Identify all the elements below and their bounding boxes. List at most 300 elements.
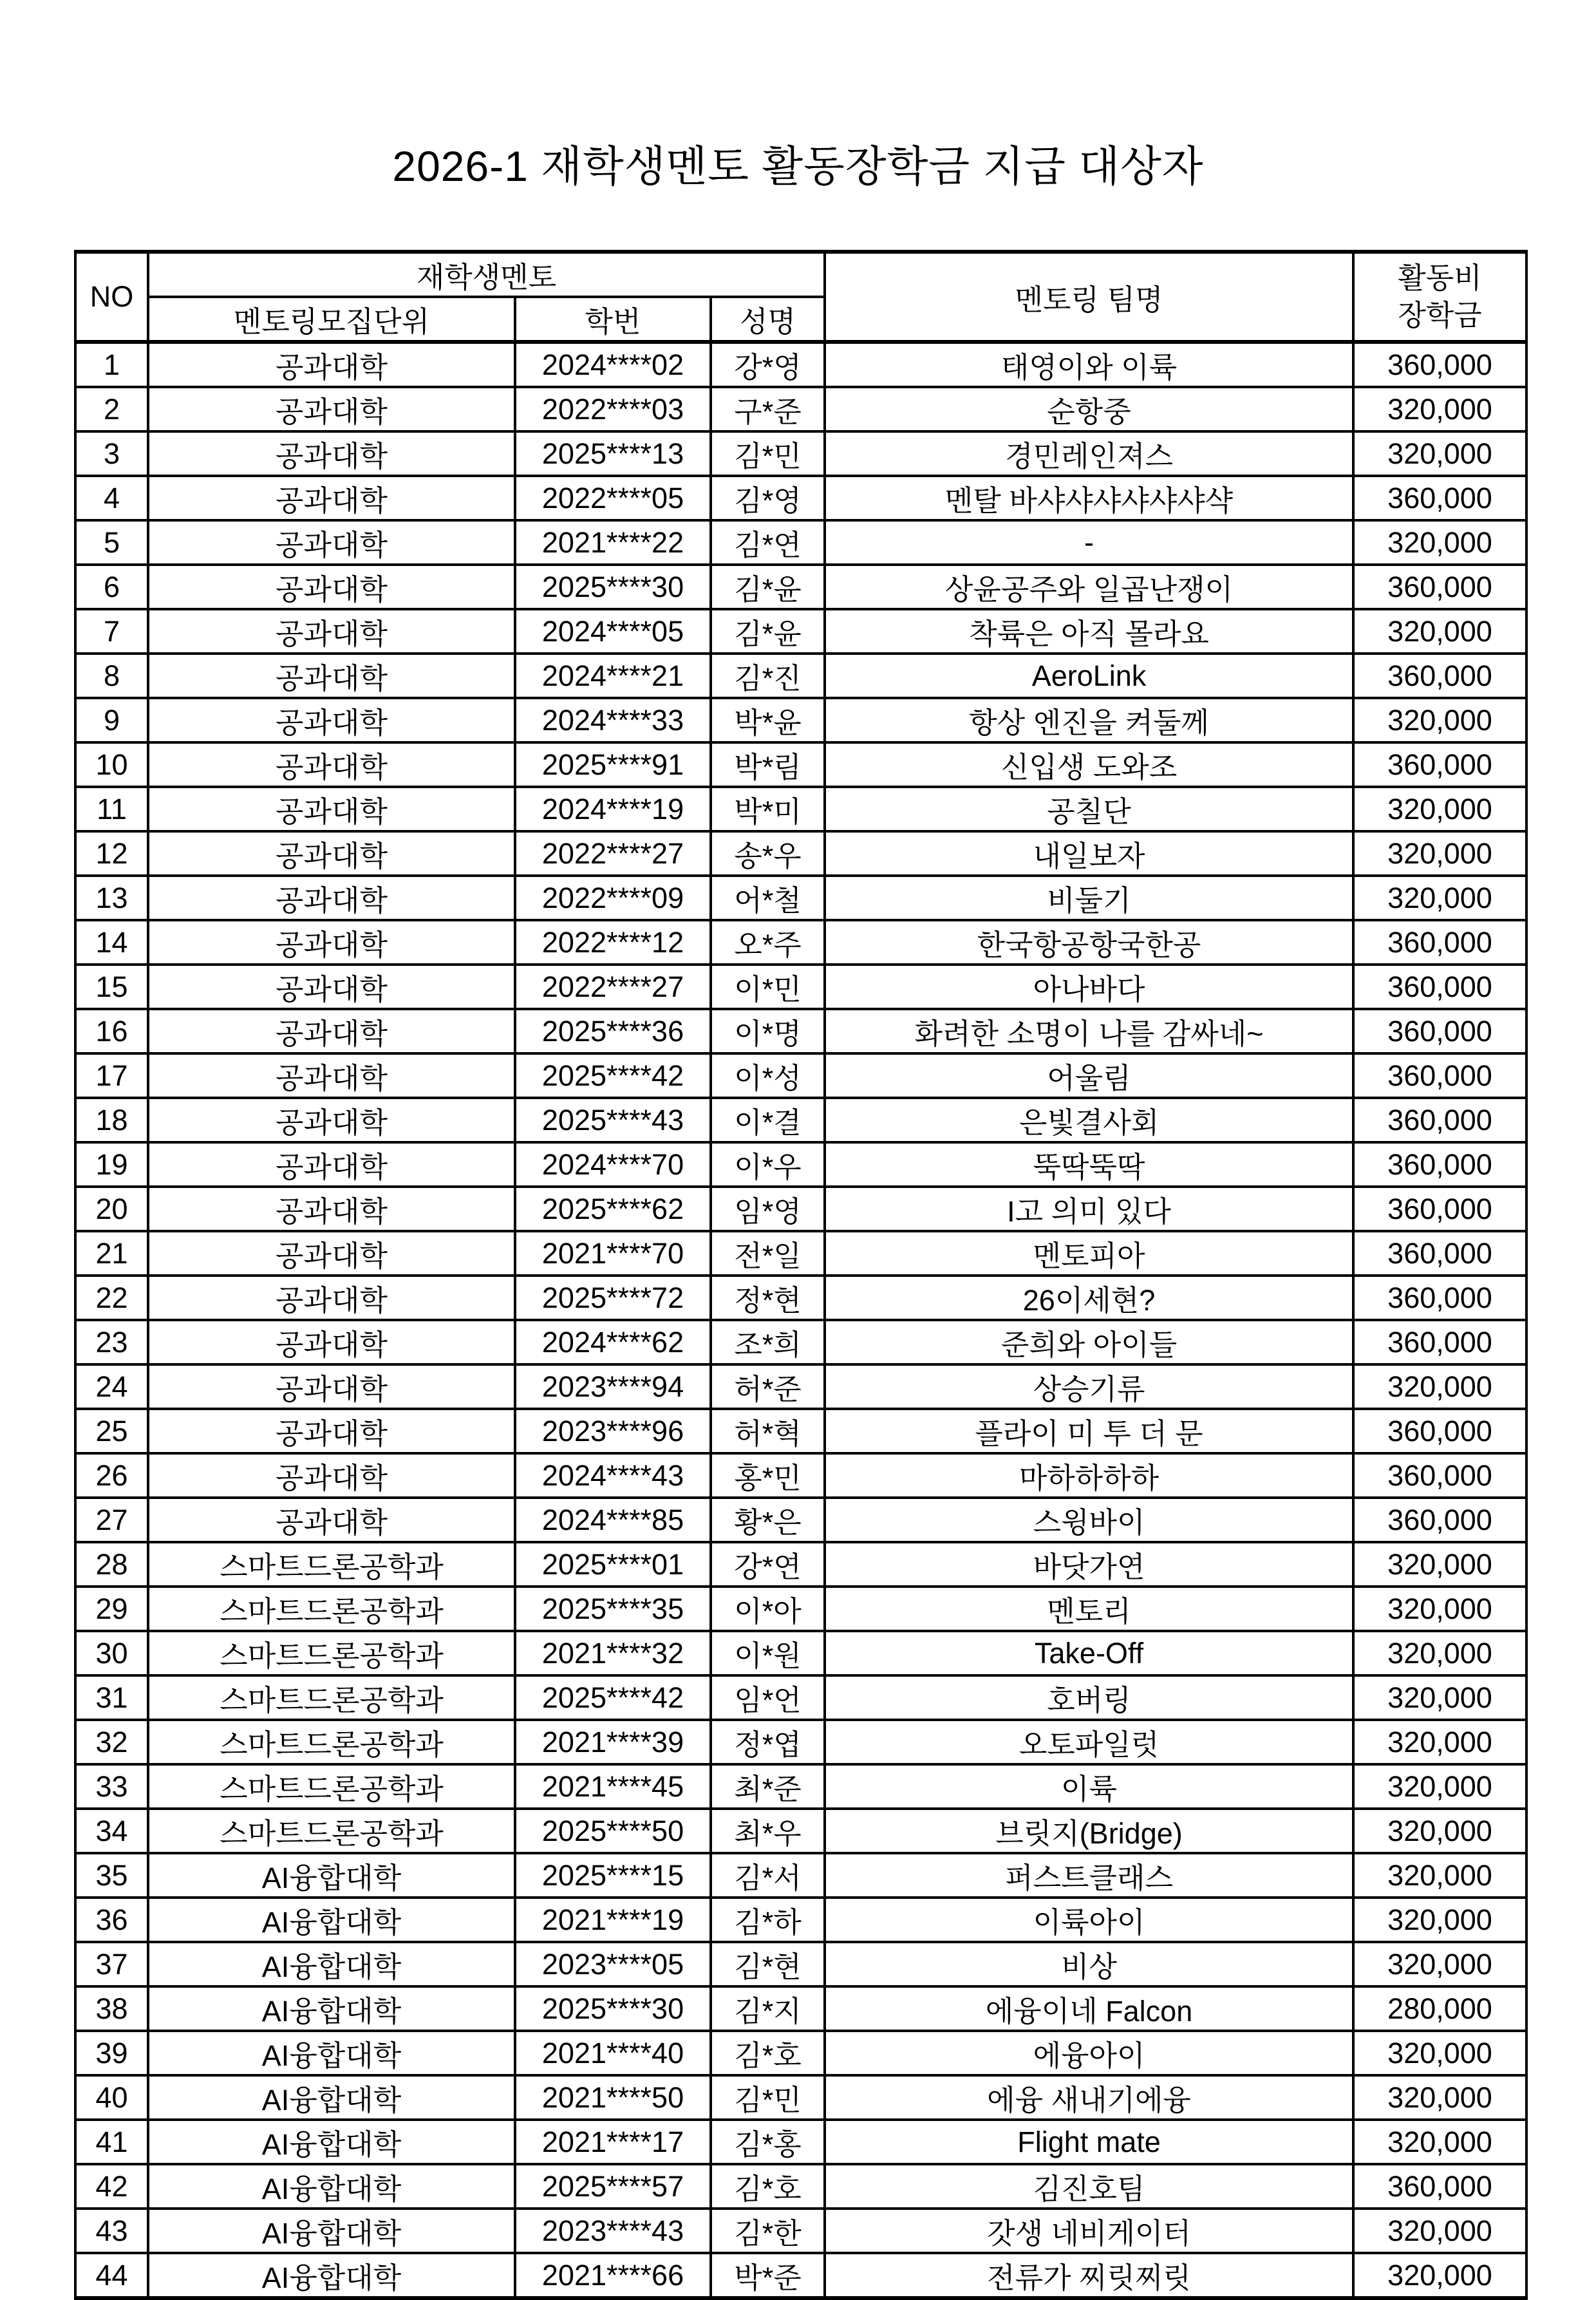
cell-name: 김*민 [711,2075,825,2120]
cell-no: 22 [75,1276,148,1320]
cell-amount: 320,000 [1353,387,1526,431]
cell-name: 김*지 [711,1986,825,2031]
cell-no: 19 [75,1142,148,1187]
cell-team-name: 퍼스트클래스 [825,1853,1353,1898]
cell-student-id: 2025****30 [515,1986,711,2031]
cell-recruit-unit: 스마트드론공학과 [148,1720,515,1764]
cell-name: 임*언 [711,1675,825,1720]
cell-student-id: 2023****94 [515,1364,711,1409]
header-mentor-group: 재학생멘토 [148,252,825,297]
cell-amount: 360,000 [1353,654,1526,698]
cell-student-id: 2023****43 [515,2209,711,2253]
cell-no: 1 [75,342,148,387]
header-recruit-unit: 멘토링모집단위 [148,297,515,342]
table-row [75,1853,1526,1898]
cell-amount: 320,000 [1353,431,1526,476]
cell-no: 29 [75,1587,148,1631]
cell-recruit-unit: 공과대학 [148,920,515,965]
cell-recruit-unit: 공과대학 [148,1009,515,1053]
cell-student-id: 2025****57 [515,2164,711,2209]
cell-name: 박*윤 [711,698,825,742]
cell-no: 39 [75,2031,148,2075]
cell-team-name: - [825,520,1353,565]
cell-team-name: 상윤공주와 일곱난쟁이 [825,565,1353,609]
table-row [75,2075,1526,2120]
header-team-name: 멘토링 팀명 [825,252,1353,342]
cell-recruit-unit: 공과대학 [148,520,515,565]
cell-amount: 320,000 [1353,1764,1526,1809]
cell-team-name: 에융 새내기에융 [825,2075,1353,2120]
cell-amount: 360,000 [1353,1098,1526,1142]
cell-recruit-unit: AI융합대학 [148,1853,515,1898]
cell-recruit-unit: 공과대학 [148,1409,515,1453]
cell-no: 16 [75,1009,148,1053]
cell-team-name: 바닷가연 [825,1542,1353,1587]
cell-name: 조*희 [711,1320,825,1364]
cell-no: 9 [75,698,148,742]
cell-student-id: 2025****42 [515,1053,711,1098]
table-row [75,1364,1526,1409]
cell-recruit-unit: 공과대학 [148,1187,515,1231]
cell-amount: 360,000 [1353,565,1526,609]
cell-amount: 320,000 [1353,1809,1526,1853]
cell-no: 35 [75,1853,148,1898]
cell-recruit-unit: AI융합대학 [148,2120,515,2164]
table-row [75,965,1526,1009]
cell-amount: 360,000 [1353,742,1526,787]
cell-no: 8 [75,654,148,698]
cell-name: 이*민 [711,965,825,1009]
cell-name: 김*민 [711,431,825,476]
cell-recruit-unit: 공과대학 [148,787,515,831]
cell-recruit-unit: AI융합대학 [148,1942,515,1986]
cell-team-name: 아나바다 [825,965,1353,1009]
cell-name: 박*준 [711,2253,825,2298]
cell-amount: 320,000 [1353,1542,1526,1587]
cell-recruit-unit: 스마트드론공학과 [148,1809,515,1853]
cell-team-name: 순항중 [825,387,1353,431]
cell-name: 정*엽 [711,1720,825,1764]
table-row [75,1498,1526,1542]
table-row [75,1631,1526,1675]
cell-amount: 360,000 [1353,1053,1526,1098]
cell-no: 41 [75,2120,148,2164]
cell-team-name: 에융이네 Falcon [825,1986,1353,2031]
cell-team-name: AeroLink [825,654,1353,698]
cell-team-name: 멘탈 바샤샤샤샤샤샤샥 [825,476,1353,520]
cell-name: 김*영 [711,476,825,520]
table-row [75,520,1526,565]
table-row [75,2253,1526,2298]
cell-student-id: 2025****35 [515,1587,711,1631]
cell-student-id: 2025****91 [515,742,711,787]
cell-recruit-unit: 공과대학 [148,698,515,742]
cell-recruit-unit: AI융합대학 [148,1898,515,1942]
cell-amount: 360,000 [1353,1009,1526,1053]
cell-recruit-unit: 공과대학 [148,1498,515,1542]
cell-no: 2 [75,387,148,431]
cell-no: 13 [75,876,148,920]
cell-student-id: 2024****19 [515,787,711,831]
cell-amount: 360,000 [1353,342,1526,387]
table-row [75,2120,1526,2164]
cell-no: 15 [75,965,148,1009]
cell-name: 이*우 [711,1142,825,1187]
table-row [75,387,1526,431]
cell-amount: 320,000 [1353,1942,1526,1986]
cell-name: 이*아 [711,1587,825,1631]
cell-team-name: 브릿지(Bridge) [825,1809,1353,1853]
table-row [75,1942,1526,1986]
cell-name: 김*호 [711,2164,825,2209]
cell-recruit-unit: 스마트드론공학과 [148,1675,515,1720]
cell-amount: 320,000 [1353,831,1526,876]
cell-no: 12 [75,831,148,876]
cell-amount: 320,000 [1353,876,1526,920]
table-row [75,1142,1526,1187]
cell-no: 32 [75,1720,148,1764]
cell-student-id: 2021****19 [515,1898,711,1942]
cell-name: 전*일 [711,1231,825,1276]
cell-no: 37 [75,1942,148,1986]
cell-name: 김*현 [711,1942,825,1986]
cell-amount: 320,000 [1353,2253,1526,2298]
cell-no: 43 [75,2209,148,2253]
cell-no: 7 [75,609,148,654]
cell-recruit-unit: 공과대학 [148,1320,515,1364]
cell-amount: 360,000 [1353,1498,1526,1542]
cell-recruit-unit: 공과대학 [148,965,515,1009]
cell-team-name: 준희와 아이들 [825,1320,1353,1364]
cell-student-id: 2021****50 [515,2075,711,2120]
cell-amount: 360,000 [1353,1142,1526,1187]
cell-recruit-unit: 공과대학 [148,1231,515,1276]
table-body [75,342,1526,2298]
cell-amount: 360,000 [1353,2164,1526,2209]
cell-recruit-unit: AI융합대학 [148,2031,515,2075]
table-row [75,1542,1526,1587]
cell-no: 30 [75,1631,148,1675]
cell-recruit-unit: 공과대학 [148,654,515,698]
cell-amount: 360,000 [1353,1231,1526,1276]
cell-team-name: 호버링 [825,1675,1353,1720]
table-row [75,476,1526,520]
cell-recruit-unit: 공과대학 [148,342,515,387]
cell-amount: 320,000 [1353,1898,1526,1942]
cell-amount: 320,000 [1353,1364,1526,1409]
cell-amount: 360,000 [1353,1320,1526,1364]
cell-team-name: 공칠단 [825,787,1353,831]
cell-name: 임*영 [711,1187,825,1231]
cell-no: 31 [75,1675,148,1720]
cell-student-id: 2022****09 [515,876,711,920]
cell-recruit-unit: 스마트드론공학과 [148,1631,515,1675]
cell-amount: 360,000 [1353,920,1526,965]
cell-name: 홍*민 [711,1453,825,1498]
cell-student-id: 2022****12 [515,920,711,965]
cell-amount: 280,000 [1353,1986,1526,2031]
cell-recruit-unit: 공과대학 [148,1142,515,1187]
cell-amount: 360,000 [1353,1453,1526,1498]
cell-recruit-unit: AI융합대학 [148,2209,515,2253]
cell-team-name: 김진호팀 [825,2164,1353,2209]
cell-team-name: Take-Off [825,1631,1353,1675]
cell-student-id: 2025****13 [515,431,711,476]
cell-student-id: 2025****15 [515,1853,711,1898]
cell-recruit-unit: 공과대학 [148,1276,515,1320]
cell-student-id: 2025****43 [515,1098,711,1142]
table-row [75,2031,1526,2075]
cell-amount: 360,000 [1353,1276,1526,1320]
cell-student-id: 2022****27 [515,965,711,1009]
cell-team-name: 이륙 [825,1764,1353,1809]
cell-student-id: 2025****62 [515,1187,711,1231]
table-row [75,565,1526,609]
cell-student-id: 2021****66 [515,2253,711,2298]
cell-amount: 320,000 [1353,698,1526,742]
table-row [75,1986,1526,2031]
cell-team-name: 에융아이 [825,2031,1353,2075]
cell-team-name: 한국항공항국한공 [825,920,1353,965]
table-row [75,654,1526,698]
header-name: 성명 [711,297,825,342]
cell-name: 박*미 [711,787,825,831]
cell-team-name: I고 의미 있다 [825,1187,1353,1231]
cell-team-name: Flight mate [825,2120,1353,2164]
cell-recruit-unit: AI융합대학 [148,1986,515,2031]
cell-student-id: 2024****21 [515,654,711,698]
cell-team-name: 신입생 도와조 [825,742,1353,787]
cell-no: 38 [75,1986,148,2031]
table-row [75,1720,1526,1764]
cell-no: 10 [75,742,148,787]
cell-no: 34 [75,1809,148,1853]
cell-student-id: 2021****70 [515,1231,711,1276]
cell-name: 정*현 [711,1276,825,1320]
cell-recruit-unit: 공과대학 [148,1453,515,1498]
cell-name: 김*윤 [711,565,825,609]
cell-no: 25 [75,1409,148,1453]
cell-team-name: 오토파일럿 [825,1720,1353,1764]
cell-student-id: 2024****02 [515,342,711,387]
header-student-id: 학번 [515,297,711,342]
cell-amount: 320,000 [1353,2075,1526,2120]
cell-recruit-unit: 공과대학 [148,431,515,476]
cell-name: 최*준 [711,1764,825,1809]
cell-name: 강*영 [711,342,825,387]
cell-name: 구*준 [711,387,825,431]
table-row [75,742,1526,787]
table-row [75,787,1526,831]
cell-student-id: 2022****05 [515,476,711,520]
cell-student-id: 2024****43 [515,1453,711,1498]
cell-name: 허*혁 [711,1409,825,1453]
table-row [75,876,1526,920]
cell-team-name: 착륙은 아직 몰라요 [825,609,1353,654]
table-row [75,1098,1526,1142]
cell-name: 허*준 [711,1364,825,1409]
cell-recruit-unit: 공과대학 [148,565,515,609]
cell-name: 이*명 [711,1009,825,1053]
cell-name: 김*홍 [711,2120,825,2164]
cell-no: 5 [75,520,148,565]
cell-no: 33 [75,1764,148,1809]
cell-team-name: 전류가 찌릿찌릿 [825,2253,1353,2298]
table-row [75,1231,1526,1276]
cell-team-name: 화려한 소명이 나를 감싸네~ [825,1009,1353,1053]
cell-team-name: 마하하하하 [825,1453,1353,1498]
cell-student-id: 2024****33 [515,698,711,742]
cell-student-id: 2024****70 [515,1142,711,1187]
cell-amount: 320,000 [1353,787,1526,831]
cell-recruit-unit: 스마트드론공학과 [148,1542,515,1587]
cell-no: 36 [75,1898,148,1942]
cell-no: 3 [75,431,148,476]
cell-student-id: 2025****01 [515,1542,711,1587]
cell-recruit-unit: 공과대학 [148,609,515,654]
cell-student-id: 2023****05 [515,1942,711,1986]
cell-no: 14 [75,920,148,965]
cell-amount: 320,000 [1353,1853,1526,1898]
cell-team-name: 26이세현? [825,1276,1353,1320]
cell-team-name: 플라이 미 투 더 문 [825,1409,1353,1453]
table-row [75,1809,1526,1853]
table-row [75,1764,1526,1809]
cell-no: 6 [75,565,148,609]
page-title: 2026-1 재학생멘토 활동장학금 지급 대상자 [392,142,1204,190]
table-row [75,1053,1526,1098]
cell-name: 송*우 [711,831,825,876]
cell-student-id: 2025****50 [515,1809,711,1853]
cell-team-name: 경민레인져스 [825,431,1353,476]
cell-student-id: 2021****39 [515,1720,711,1764]
table-row [75,1187,1526,1231]
cell-amount: 320,000 [1353,2209,1526,2253]
cell-team-name: 멘토리 [825,1587,1353,1631]
cell-name: 이*성 [711,1053,825,1098]
cell-name: 어*철 [711,876,825,920]
cell-team-name: 멘토피아 [825,1231,1353,1276]
cell-no: 44 [75,2253,148,2298]
cell-no: 17 [75,1053,148,1098]
cell-no: 4 [75,476,148,520]
cell-team-name: 뚝딱뚝딱 [825,1142,1353,1187]
table-row [75,1276,1526,1320]
cell-student-id: 2021****17 [515,2120,711,2164]
header-allowance-line2: 장학금 [1398,299,1482,332]
table-row [75,1675,1526,1720]
cell-amount: 360,000 [1353,1187,1526,1231]
cell-amount: 320,000 [1353,1631,1526,1675]
cell-name: 강*연 [711,1542,825,1587]
cell-name: 김*한 [711,2209,825,2253]
cell-name: 이*원 [711,1631,825,1675]
cell-no: 27 [75,1498,148,1542]
header-no: NO [75,252,148,342]
cell-no: 11 [75,787,148,831]
cell-student-id: 2024****85 [515,1498,711,1542]
table-row [75,431,1526,476]
cell-student-id: 2025****30 [515,565,711,609]
cell-team-name: 비상 [825,1942,1353,1986]
cell-team-name: 태영이와 이륙 [825,342,1353,387]
cell-recruit-unit: 공과대학 [148,1098,515,1142]
table-header [75,252,1526,342]
cell-name: 김*호 [711,2031,825,2075]
cell-name: 오*주 [711,920,825,965]
cell-recruit-unit: AI융합대학 [148,2164,515,2209]
cell-amount: 360,000 [1353,476,1526,520]
cell-student-id: 2021****40 [515,2031,711,2075]
cell-no: 23 [75,1320,148,1364]
cell-recruit-unit: 공과대학 [148,876,515,920]
table-row [75,1009,1526,1053]
header-allowance-line1: 활동비 [1398,261,1482,294]
cell-name: 이*결 [711,1098,825,1142]
cell-team-name: 항상 엔진을 켜둘께 [825,698,1353,742]
cell-team-name: 이륙아이 [825,1898,1353,1942]
table-row [75,2209,1526,2253]
cell-no: 20 [75,1187,148,1231]
cell-student-id: 2021****32 [515,1631,711,1675]
table-row [75,698,1526,742]
cell-student-id: 2022****27 [515,831,711,876]
cell-amount: 320,000 [1353,1587,1526,1631]
scholarship-roster-table [74,250,1528,2300]
cell-recruit-unit: 공과대학 [148,742,515,787]
cell-recruit-unit: 공과대학 [148,831,515,876]
cell-amount: 360,000 [1353,1409,1526,1453]
cell-amount: 320,000 [1353,2120,1526,2164]
cell-no: 28 [75,1542,148,1587]
cell-no: 21 [75,1231,148,1276]
cell-name: 김*하 [711,1898,825,1942]
cell-no: 24 [75,1364,148,1409]
cell-name: 박*림 [711,742,825,787]
table-row [75,2164,1526,2209]
cell-student-id: 2021****45 [515,1764,711,1809]
cell-student-id: 2021****22 [515,520,711,565]
cell-student-id: 2023****96 [515,1409,711,1453]
cell-recruit-unit: 공과대학 [148,476,515,520]
cell-student-id: 2024****05 [515,609,711,654]
table-row [75,342,1526,387]
cell-team-name: 상승기류 [825,1364,1353,1409]
cell-team-name: 비둘기 [825,876,1353,920]
cell-recruit-unit: 공과대학 [148,1053,515,1098]
cell-recruit-unit: 스마트드론공학과 [148,1764,515,1809]
cell-amount: 360,000 [1353,965,1526,1009]
cell-name: 김*서 [711,1853,825,1898]
header-allowance [1353,252,1526,342]
cell-team-name: 내일보자 [825,831,1353,876]
table-row [75,1320,1526,1364]
cell-no: 40 [75,2075,148,2120]
cell-student-id: 2022****03 [515,387,711,431]
cell-student-id: 2025****42 [515,1675,711,1720]
cell-team-name: 어울림 [825,1053,1353,1098]
table-row [75,831,1526,876]
cell-no: 18 [75,1098,148,1142]
table-row [75,609,1526,654]
cell-name: 황*은 [711,1498,825,1542]
cell-recruit-unit: AI융합대학 [148,2253,515,2298]
cell-amount: 320,000 [1353,520,1526,565]
table-row [75,1898,1526,1942]
cell-team-name: 갓생 네비게이터 [825,2209,1353,2253]
cell-amount: 320,000 [1353,2031,1526,2075]
cell-recruit-unit: 공과대학 [148,387,515,431]
